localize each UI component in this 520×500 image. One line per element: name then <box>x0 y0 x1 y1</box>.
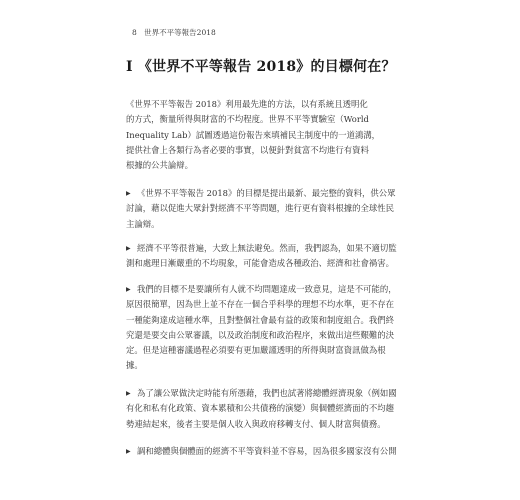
paragraph-line: 主論辯。 <box>126 218 160 229</box>
bullet-arrow-icon: ▶ <box>126 390 131 397</box>
paragraph-line: 一種能夠達成這種水準，且對整個社會最有益的政策和制度組合。我們終 <box>126 314 394 325</box>
running-title: 世界不平等報告2018 <box>144 28 216 37</box>
paragraph-line: 勢連結起來，後者主要是個人收入與政府移轉支付、個人財富與債務。 <box>126 418 386 429</box>
paragraph-line: 究還是要交由公眾審議，以及政治制度和政治程序，來做出這些艱難的決 <box>126 329 394 340</box>
bullet-arrow-icon: ▶ <box>126 190 131 197</box>
paragraph-line: ▶ 經濟不平等很普遍，大致上無法避免。然而，我們認為，如果不適切監 <box>126 241 390 256</box>
intro-paragraph <box>126 97 390 173</box>
bullet-arrow-icon: ▶ <box>126 245 131 252</box>
paragraph-line: 的方式，衡量所得與財富的不均程度。世界不平等實驗室（World <box>126 114 369 125</box>
paragraph-line: 據。 <box>126 360 143 371</box>
paragraph-line: ▶ 調和總體與個體面的經濟不平等資料並不容易，因為很多國家沒有公開 <box>126 444 390 459</box>
bullet-paragraph-2 <box>126 241 397 272</box>
paragraph-line: ▶ 為了讓公眾做決定時能有所憑藉，我們也試著將總體經濟現象（例如國 <box>126 386 390 401</box>
paragraph-line: 討論，藉以促進大眾針對經濟不平等問題，進行更有資料根據的全球性民 <box>126 203 394 214</box>
paragraph-line: 提供社會上各類行為者必要的事實，以便針對貧富不均進行有資料 <box>126 144 369 155</box>
paragraph-line: 原因很簡單，因為世上並不存在一個合乎科學的理想不均水準，更不存在 <box>126 299 394 310</box>
bullet-paragraph-1 <box>126 186 396 232</box>
bullet-paragraph-3 <box>126 282 397 374</box>
bullet-arrow-icon: ▶ <box>126 286 131 293</box>
paragraph-line: ▶ 《世界不平等報告 2018》的目標是提出最新、最完整的資料，供公眾 <box>126 186 390 201</box>
paragraph-line: 測和處理日漸嚴重的不均現象，可能會造成各種政治、經濟和社會禍害。 <box>126 258 394 269</box>
paragraph-line: 定。但是這種審議過程必須要有更加嚴謹透明的所得與財富資訊做為根 <box>126 345 386 356</box>
paragraph-line: 《世界不平等報告 2018》利用最先進的方法，以有系統且透明化 <box>126 99 368 109</box>
paragraph-line: 有化和私有化政策、資本累積和公共債務的演變）與個體經濟面的不均趨 <box>126 403 394 414</box>
paragraph-line: Inequality Lab）試圖透過這份報告來填補民主制度中的一道鴻溝， <box>126 129 381 140</box>
page-number: 8 <box>132 28 137 37</box>
section-heading: I 《世界不平等報告 2018》的目標何在？ <box>126 59 396 75</box>
running-header <box>132 27 216 38</box>
bullet-paragraph-5 <box>126 444 397 459</box>
paragraph-line: 根據的公共論辯。 <box>126 160 193 171</box>
bullet-arrow-icon: ▶ <box>126 448 131 455</box>
bullet-paragraph-4 <box>126 386 397 432</box>
paragraph-line: ▶ 我們的目標不是要讓所有人就不均問題達成一致意見，這是不可能的， <box>126 282 390 297</box>
